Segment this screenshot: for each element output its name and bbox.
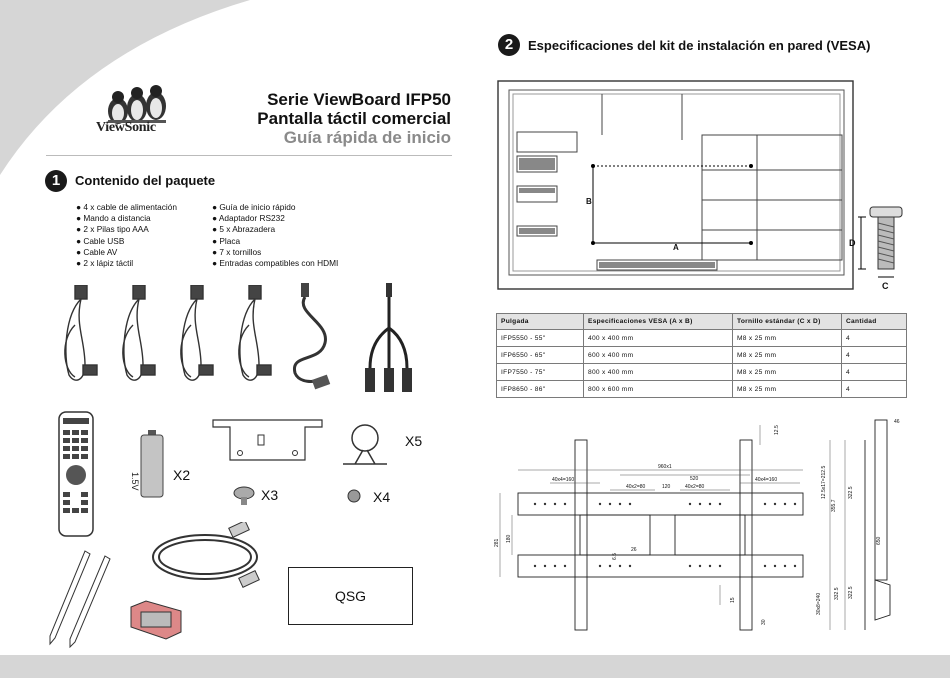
table-cell: 800 x 600 mm	[584, 381, 733, 398]
dim-650: 650	[876, 536, 882, 545]
clamp-quantity: X5	[405, 433, 423, 449]
power-cables-illustration	[55, 285, 285, 390]
power-cable-icon	[65, 285, 97, 380]
brand-name: ViewSonic	[96, 120, 156, 135]
av-cable-icon	[355, 283, 425, 398]
list-item: ● 2 x lápiz táctil	[76, 258, 216, 269]
battery-icon	[138, 430, 168, 500]
dim-960: 960x1	[658, 464, 672, 470]
bottom-band	[0, 655, 950, 678]
dim-332-5: 332.5	[834, 587, 840, 600]
list-item: ● Cable USB	[76, 236, 216, 247]
table-cell: 4	[842, 364, 907, 381]
table-cell: 600 x 400 mm	[584, 347, 733, 364]
table-cell: 400 x 400 mm	[584, 330, 733, 347]
screw-detail-diagram	[858, 205, 908, 285]
table-row	[497, 364, 907, 381]
dim-40x2-right: 40x2=80	[685, 484, 705, 490]
table-cell: 4	[842, 347, 907, 364]
table-row	[497, 330, 907, 347]
screw-quantity: X3	[261, 487, 279, 503]
small-screw-quantity: X4	[373, 489, 391, 505]
dim-40x4-right: 40x4=160	[755, 477, 778, 483]
dim-355-7: 355.7	[831, 499, 837, 512]
dim-46: 46	[894, 419, 900, 425]
table-row	[497, 381, 907, 398]
section2-number-badge: 2	[498, 34, 520, 56]
power-cable-icon	[239, 285, 271, 380]
table-cell: IFP6550 - 65"	[497, 347, 584, 364]
dim-15: 15	[730, 597, 736, 603]
table-cell: IFP5550 - 55"	[497, 330, 584, 347]
table-row	[497, 347, 907, 364]
col-header: Cantidad	[842, 314, 907, 330]
guide-title: Guía rápida de inicio	[283, 128, 451, 147]
table-cell: 4	[842, 381, 907, 398]
table-cell: IFP7550 - 75"	[497, 364, 584, 381]
list-item: ● 2 x Pilas tipo AAA	[76, 224, 216, 235]
dim-40x4-left: 40x4=160	[552, 477, 575, 483]
table-cell: M8 x 25 mm	[733, 381, 842, 398]
vesa-spec-table	[496, 313, 907, 398]
list-item: ● 5 x Abrazadera	[212, 224, 382, 235]
rs232-adapter-icon	[126, 597, 186, 642]
dim-40x2-left: 40x2=80	[626, 484, 646, 490]
package-list-col2	[212, 202, 382, 269]
table-cell: 4	[842, 330, 907, 347]
list-item: ● Mando a distancia	[76, 213, 216, 224]
hdmi-cable-icon	[145, 522, 270, 592]
power-cable-icon	[123, 285, 155, 380]
section2-title: Especificaciones del kit de instalación en pared (VESA)	[528, 38, 871, 53]
dim-120: 120	[662, 484, 671, 490]
stylus-pens-icon	[40, 548, 115, 648]
qsg-box: QSG	[288, 567, 413, 625]
title-divider	[46, 155, 452, 156]
section1-number-badge: 1	[45, 170, 67, 192]
col-header: Especificaciones VESA (A x B)	[584, 314, 733, 330]
product-title: Pantalla táctil comercial	[257, 109, 451, 128]
dim-30x8: 30x8=240	[816, 592, 822, 615]
small-screw-icon	[346, 489, 362, 503]
list-item: ● Guía de inicio rápido	[212, 202, 382, 213]
dim-281: 281	[494, 538, 500, 547]
series-title: Serie ViewBoard IFP50	[267, 90, 451, 109]
screw-icon	[230, 485, 258, 507]
list-item: ● Entradas compatibles con HDMI	[212, 258, 382, 269]
table-cell: M8 x 25 mm	[733, 330, 842, 347]
section1-title: Contenido del paquete	[75, 173, 216, 188]
power-cable-icon	[181, 285, 213, 380]
list-item: ● Adaptador RS232	[212, 213, 382, 224]
list-item: ● 7 x tornillos	[212, 247, 382, 258]
battery-quantity: X2	[173, 467, 191, 483]
remote-control-icon	[57, 410, 97, 540]
dim-322-5-top: 322.5	[848, 486, 854, 499]
col-header: Pulgada	[497, 314, 584, 330]
display-rear-diagram	[497, 80, 857, 293]
dim-322-5-bottom: 322.5	[848, 586, 854, 599]
dimension-d-label: D	[849, 238, 856, 248]
wall-mount-technical-drawing	[490, 415, 910, 635]
mounting-plate-icon	[210, 415, 325, 465]
list-item: ● Cable AV	[76, 247, 216, 258]
usb-cable-icon	[285, 283, 345, 393]
dim-12-5x17: 12.5x17=212.5	[821, 465, 827, 499]
dim-6-5: 6.5	[612, 553, 618, 560]
dimension-a-label: A	[673, 243, 679, 252]
dim-520: 520	[690, 476, 699, 482]
table-cell: IFP8650 - 86"	[497, 381, 584, 398]
dim-26: 26	[631, 547, 637, 553]
viewsonic-birds-logo	[98, 83, 176, 153]
dim-180: 180	[506, 534, 512, 543]
list-item: ● Placa	[212, 236, 382, 247]
dimension-c-label: C	[882, 281, 889, 291]
list-item: ● 4 x cable de alimentación	[76, 202, 216, 213]
table-cell: M8 x 25 mm	[733, 364, 842, 381]
dimension-b-label: B	[586, 197, 592, 206]
dim-12-5-top: 12.5	[774, 425, 780, 435]
table-cell: M8 x 25 mm	[733, 347, 842, 364]
table-cell: 800 x 400 mm	[584, 364, 733, 381]
col-header: Tornillo estándar (C x D)	[733, 314, 842, 330]
battery-text: 1.5V	[130, 472, 140, 491]
dim-30: 30	[761, 619, 767, 625]
package-list-col1	[76, 202, 216, 269]
cable-clamp-icon	[335, 418, 397, 468]
